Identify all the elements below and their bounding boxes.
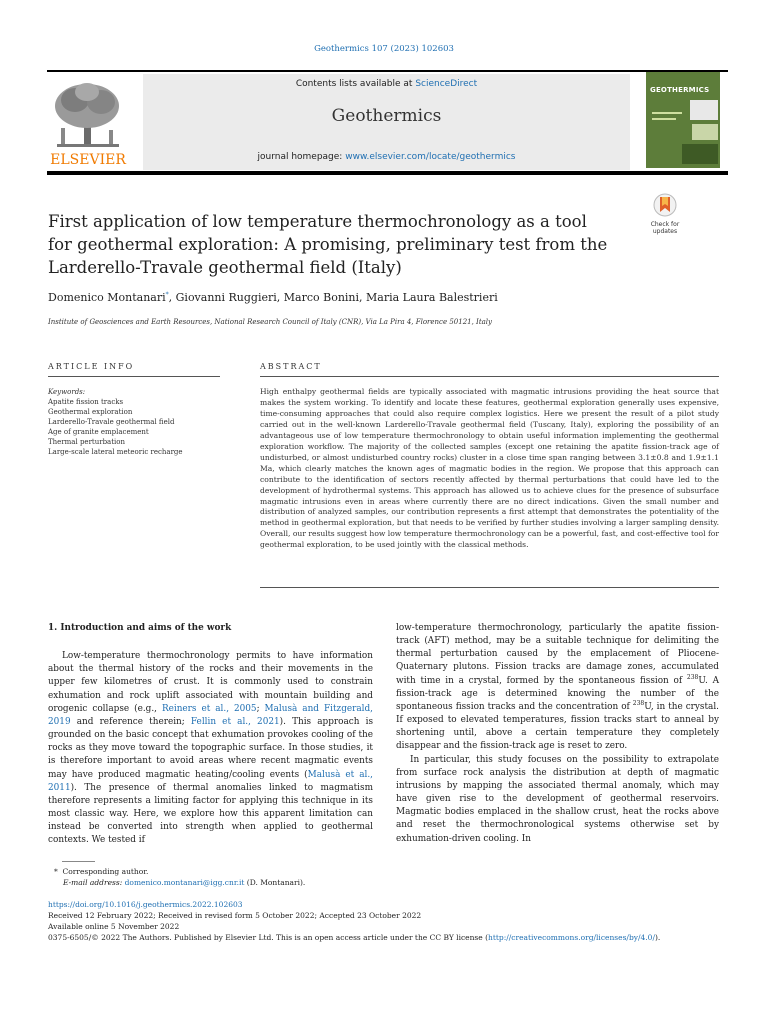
keyword-item: Apatite fission tracks [48,398,124,406]
header-bottom-rule [47,171,728,175]
reference-link[interactable]: Malusà et al., 2011 [48,769,373,793]
check-for-updates-button[interactable] [646,193,684,233]
footnote-rule [62,861,95,862]
reference-link[interactable]: Malusà and Fitzgerald, 2019 [48,703,374,727]
journal-title: Geothermics [331,106,442,126]
journal-homepage: journal homepage: www.elsevier.com/locate/geothermics [257,152,516,162]
journal-cover-image [646,72,720,168]
article-title: First application of low temperature thermochronology as a tool for geothermal exploration: A promising, preliminary test from the Larderello-Travale geothermal field (Italy) [48,212,608,277]
available-online: Available online 5 November 2022 [48,922,180,931]
cover-art [646,72,720,168]
reference-link[interactable]: Reiners et al., 2005 [161,703,257,714]
publisher-name: ELSEVIER [50,152,126,168]
keywords-label: Keywords: [48,388,86,396]
intro-paragraph-3: In particular, this study focuses on the possibility to extrapolate from surface rock analysis the distribution at depth of magmatic intrusions by mapping the associated thermal anomaly, which may have given rise to the development of geothermal reservoirs. Magmatic bodies emplaced in the shallow crust, heat the rocks above and reset the thermochronological systems otherwise set by exhumation-driven cooling. In [396,754,719,844]
license-line: 0375-6505/© 2022 The Authors. Published by Elsevier Ltd. This is an open access article under the CC BY license (http://creativecommons.org/licenses/by/4.0/). [48,933,661,942]
footnote: * Corresponding author. E-mail address: domenico.montanari@igg.cnr.it (D. Montanari). [54,867,306,887]
keyword-item: Geothermal exploration [48,408,133,416]
check-label-line1: Check for [650,221,680,228]
body-left-column [48,622,373,848]
license-link[interactable]: http://creativecommons.org/licenses/by/4.0/ [488,933,655,942]
journal-citation[interactable]: Geothermics 107 (2023) 102603 [314,44,454,54]
keyword-item: Age of granite emplacement [48,428,149,436]
intro-paragraph-2: low-temperature thermochronology, particularly the apatite fission-track (AFT) method, may be a suitable technique for delimiting the thermal perturbation caused by the emplacement of Pliocene-Quaternary plutons. Fission tracks are damage zones, accumulated with time in a crystal, formed by the spontaneous fission of $^{238}$U. A fission-track age is determined knowing the number of the spontaneous fission tracks and the concentration of $^{238}$U, in the crystal. If exposed to elevated temperatures, fission tracks start to anneal by shortening until, above a certain temperature they completely disappear and the fission-track age is reset to zero. [396,623,719,752]
bookmark-icon [653,193,677,217]
section-heading: 1. Introduction and aims of the work [48,623,232,633]
affiliation: Institute of Geosciences and Earth Resources, National Research Council of Italy (CNR), Via La Pira 4, Florence 50121, Italy [48,318,493,326]
email-link[interactable]: domenico.montanari@igg.cnr.it [124,878,245,887]
cover-title: GEOTHERMICS [650,86,710,94]
author-list [48,291,498,304]
header-top-rule [47,70,728,72]
article-info-heading: ARTICLE INFO [48,362,135,371]
keywords-block [48,387,220,457]
intro-paragraph-1: Low-temperature thermochronology permits to have information about the thermal history of the rocks and their movements in the upper few kilometres of crust. It is commonly used to constrain exhumation and rock uplift associated with mountain building and orogenic collapse (e.g., Reiners et al., 2005; Malusà and Fitzgerald, 2019 and reference therein; Fellin et al., 2021). This approach is grounded on the basic concept that exhumation provokes cooling of the rocks as they move toward the topographic surface. In those studies, it is therefore important to avoid areas where recent magmatic events may have produced magmatic heating/cooling events (Malusà et al., 2011). The presence of thermal anomalies linked to magmatism therefore represents a limiting factor for applying this technique in its most classic way. Here, we explore how this apparent limitation can instead be converted into strength when applied to geothermal contexts. We tested if [48,651,374,846]
abstract-heading: ABSTRACT [260,362,322,371]
abstract-bottom-rule [260,587,719,588]
abstract-text: High enthalpy geothermal fields are typically associated with magmatic intrusions providing the heat source that makes the system working. To identify and locate these features, geothermal exploration generally uses expensive, time-consuming approaches that could also require complex logistics. Here we present the result of a pilot study carried out in the well-known Larderello-Travale geothermal field (Tuscany, Italy), exploring the possibility of an advantageous use of low temperature thermochronology to obtain useful information implementing the geothermal exploration workflow. The majority of the collected samples (except one retaining the apatite fission-track age of undisturbed, or almost undisturbed country rocks) cluster in a close time span ranging between 3.1±0.8 and 1.9±1.1 Ma, which clearly matches the known ages of magmatic bodies in the region. We propose that this approach can contribute to the identification of sectors recently affected by thermal perturbations that could have led to the development of hydrothermal systems. This approach has allowed us to achieve clues for the presence of subsurface magmatic intrusions even in areas where currently there are no direct indications. Given the small number and distribution of analyzed samples, our contribution represents a first attempt that demonstrates the potentiality of the method in geothermal exploration, but that needs to be verified by further studies involving a larger sampling density. Overall, our results suggest how low temperature thermochronology can be a powerful, fast, and cost-effective tool for geothermal exploration, to be used jointly with the classical methods. [260,387,719,550]
article-info-rule [48,376,220,377]
footnote-mark: * [54,867,58,876]
abstract-rule [260,376,719,377]
corresponding-author-note: Corresponding author. [62,867,149,876]
doi-link[interactable]: https://doi.org/10.1016/j.geothermics.2022.102603 [48,900,243,909]
publication-info [48,899,728,943]
received-dates: Received 12 February 2022; Received in revised form 5 October 2022; Accepted 23 October 2022 [48,911,422,920]
sciencedirect-link[interactable]: ScienceDirect [415,79,478,89]
homepage-link[interactable]: www.elsevier.com/locate/geothermics [345,152,516,162]
keyword-item: Larderello-Travale geothermal field [48,418,175,426]
reference-link[interactable]: Fellin et al., 2021 [190,716,280,727]
keyword-item: Large-scale lateral meteoric recharge [48,448,183,456]
corresponding-mark[interactable]: * [165,291,169,299]
contents-line: Contents lists available at ScienceDirect [295,79,478,89]
tree-icon [55,83,119,147]
author-first[interactable]: Domenico Montanari [48,291,166,304]
author-rest: , Giovanni Ruggieri, Marco Bonini, Maria Laura Balestrieri [168,291,498,304]
body-right-column [396,622,719,846]
elsevier-logo [47,78,129,168]
check-label-line2: updates [652,228,678,235]
keyword-item: Thermal perturbation [48,438,126,446]
